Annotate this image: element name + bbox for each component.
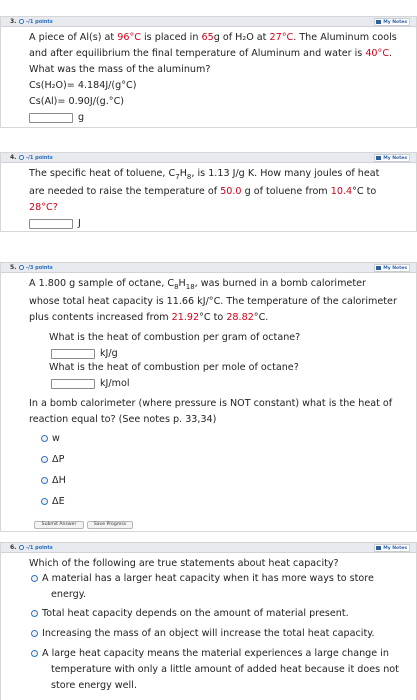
question-status-icon [19,265,24,270]
question-5 [0,262,417,532]
option-label: ΔP [52,454,65,465]
text-segment: g of H₂O at [213,32,270,43]
question-points: -/3 points [26,265,53,271]
answer-input[interactable] [29,113,73,123]
option-label-continued: store energy well. [51,680,137,691]
question-3 [0,16,417,128]
question-6 [0,542,417,700]
question-text-line [29,31,397,45]
radio-option-p[interactable] [41,456,48,463]
question-number: 4. [10,154,17,161]
question-text-line [29,167,379,184]
text-segment: is placed in [140,32,202,43]
sub-question-2: What is the heat of combustion per mole of octane? [49,362,299,373]
question-text-line: Cs(H₂O)= 4.184J/(g°C) [29,80,137,91]
question-text-line: reaction equal to? (See notes p. 33,34) [29,414,217,425]
question-4-header [1,153,416,163]
answer-unit: g [78,112,85,123]
option-label: Total heat capacity depends on the amount of material present. [42,608,349,619]
question-text-line [29,311,268,325]
question-4 [0,152,417,232]
text-segment: A piece of Al(s) at [29,32,118,43]
question-status-icon [19,19,24,24]
save-progress-button[interactable]: Save Progress [87,521,133,529]
question-text-line [29,277,366,294]
question-3-header [1,17,416,27]
value-highlight: 28 [29,202,42,213]
text-segment: H [178,278,186,289]
my-notes-label: My Notes [383,546,407,551]
question-5-header [1,263,416,273]
value-highlight: 40°C [365,48,390,59]
text-segment: A 1.800 g sample of octane, C [29,278,175,289]
text-segment: are needed to raise the temperature of [29,186,221,197]
radio-option-h[interactable] [41,477,48,484]
answer-input-per-gram[interactable] [51,349,95,359]
question-text-line [29,47,392,61]
submit-answer-button[interactable]: Submit Answer [34,521,84,529]
option-label: w [52,433,60,444]
subscript: 8 [174,282,179,291]
option-label: Increasing the mass of an object will increase the total heat capacity. [42,628,375,639]
option-label: A large heat capacity means the material experiences a large change in [42,648,389,659]
question-text-line: What was the mass of the aluminum? [29,64,211,75]
value-highlight: 65 [201,32,214,43]
checkbox-option-2[interactable] [31,610,38,617]
question-points: -/1 points [26,155,53,161]
my-notes-button[interactable] [374,154,410,162]
text-segment: and after equilibrium the final temperature of Aluminum and water is [29,48,366,59]
text-segment: plus contents increased from [29,312,172,323]
question-points: -/1 points [26,19,53,25]
checkbox-option-3[interactable] [31,630,38,637]
question-points: -/1 points [26,545,53,551]
text-segment: °C. [253,312,269,323]
question-number: 6. [10,544,17,551]
question-text-line [29,201,58,215]
notes-icon [376,20,381,24]
option-label-continued: temperature with only a little amount of added heat because it does not [51,664,399,675]
notes-icon [376,546,381,550]
value-highlight: 27°C [269,32,294,43]
my-notes-label: My Notes [383,266,407,271]
radio-option-w[interactable] [41,435,48,442]
text-segment: °C to [352,186,377,197]
option-label-continued: energy. [51,589,87,600]
notes-icon [376,266,381,270]
subscript: 7 [175,172,180,181]
value-highlight: 28.82 [226,312,254,323]
text-segment: H [179,168,187,179]
subscript: 8 [186,172,192,181]
text-segment: g of toluene from [241,186,331,197]
subscript: 18 [185,282,195,291]
my-notes-label: My Notes [383,20,407,25]
text-segment: . The Aluminum cools [293,32,397,43]
question-text-line: Which of the following are true statements about heat capacity? [29,558,339,569]
value-highlight: 10.4 [330,186,353,197]
checkbox-option-1[interactable] [31,575,38,582]
my-notes-label: My Notes [383,156,407,161]
option-label: A material has a larger heat capacity when it has more ways to store [42,573,374,584]
answer-input-per-mole[interactable] [51,379,95,389]
question-text-line: whose total heat capacity is 11.66 kJ/°C. The temperature of the calorimeter [29,296,397,307]
answer-unit: kJ/mol [100,378,130,389]
question-text-line: Cs(Al)= 0.90J/(g.°C) [29,96,125,107]
option-label: ΔE [52,496,65,507]
value-highlight: 21.92 [171,312,200,323]
question-text-line: In a bomb calorimeter (where pressure is NOT constant) what is the heat of [29,398,393,409]
answer-unit: kJ/g [100,348,118,359]
my-notes-button[interactable] [374,544,410,552]
text-segment: °C to [199,312,227,323]
answer-unit: J [78,218,81,229]
checkbox-option-4[interactable] [31,650,38,657]
sub-question-1: What is the heat of combustion per gram of octane? [49,332,301,343]
my-notes-button[interactable] [374,18,410,26]
text-segment: The specific heat of toluene, C [29,168,176,179]
my-notes-button[interactable] [374,264,410,272]
question-text-line [29,185,376,199]
value-highlight: 50.0 [220,186,242,197]
question-6-header [1,543,416,553]
text-segment: . [389,48,393,59]
text-segment: , was burned in a bomb calorimeter [194,278,366,289]
answer-input[interactable] [29,219,73,229]
option-label: ΔH [52,475,66,486]
value-highlight: °C? [41,202,58,213]
notes-icon [376,156,381,160]
question-number: 5. [10,264,17,271]
question-number: 3. [10,18,17,25]
text-segment: , is 1.13 J/g K. How many joules of heat [191,168,380,179]
question-status-icon [19,545,24,550]
value-highlight: 96°C [117,32,141,43]
question-status-icon [19,155,24,160]
radio-option-e[interactable] [41,498,48,505]
